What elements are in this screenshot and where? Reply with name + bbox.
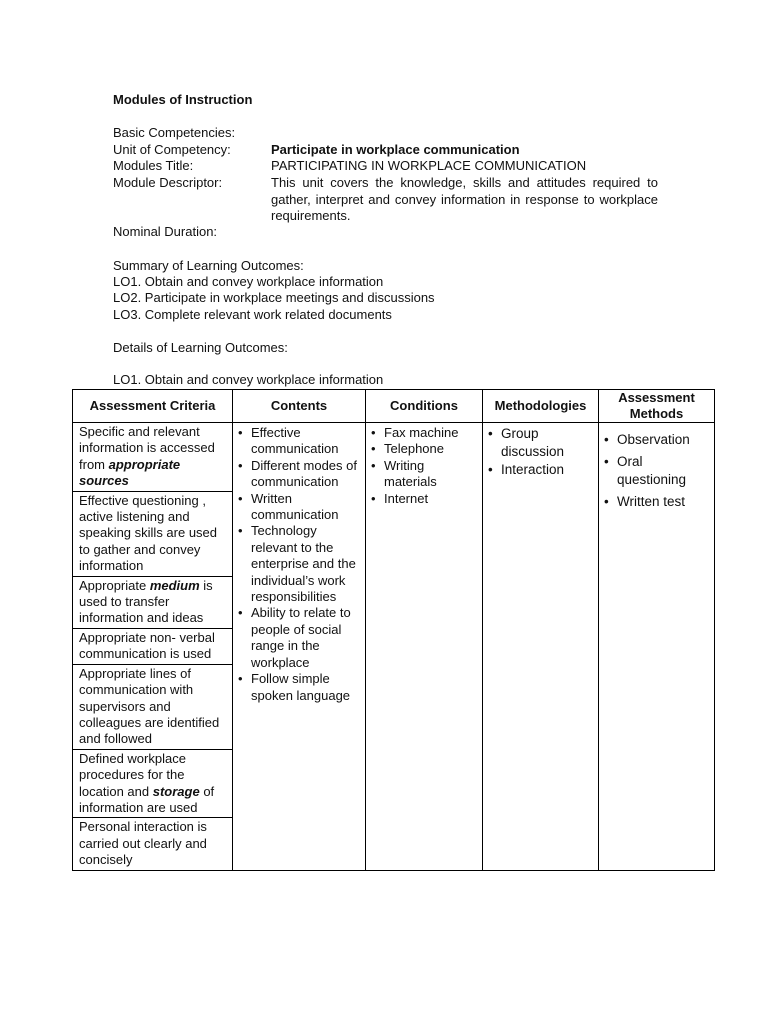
list-item: • Internet	[368, 491, 478, 507]
list-item: • Oral questioning	[601, 453, 710, 489]
criteria-item: Appropriate non- verbal communication is used	[73, 628, 232, 664]
descriptor-label: Module Descriptor:	[113, 175, 223, 190]
header-methodologies: Methodologies	[483, 390, 599, 423]
assessment-methods-list	[599, 423, 714, 511]
list-item: • Follow simple spoken language	[235, 671, 361, 704]
module-title-value: PARTICIPATING IN WORKPLACE COMMUNICATION	[271, 158, 587, 173]
unit-label: Unit of Competency:	[113, 142, 231, 157]
criteria-cell	[73, 423, 233, 871]
assessment-methods-cell	[599, 423, 715, 871]
summary-item-lo2: LO2. Participate in workplace meetings and discussions	[113, 290, 435, 305]
header-assessment-criteria: Assessment Criteria	[73, 390, 233, 423]
list-item: • Writing materials	[368, 458, 478, 491]
criteria-item: Effective questioning , active listening and speaking skills are used to gather and convey information	[73, 491, 232, 576]
basic-competencies-label: Basic Competencies:	[113, 125, 236, 140]
criteria-item: Appropriate medium is used to transfer information and ideas	[73, 576, 232, 628]
list-item: • Group discussion	[485, 425, 594, 461]
details-heading: Details of Learning Outcomes:	[113, 340, 288, 355]
conditions-cell	[366, 423, 483, 871]
list-item: • Written test	[601, 493, 710, 511]
list-item: • Written communication	[235, 491, 361, 524]
lo1-title: LO1. Obtain and convey workplace information	[113, 372, 384, 387]
criteria-item: Specific and relevant information is accessed from appropriate sources	[79, 424, 215, 489]
learning-outcome-table	[72, 389, 715, 871]
summary-item-lo3: LO3. Complete relevant work related documents	[113, 307, 392, 322]
header-contents: Contents	[233, 390, 366, 423]
summary-item-lo1: LO1. Obtain and convey workplace information	[113, 274, 384, 289]
list-item: • Effective communication	[235, 425, 361, 458]
criteria-item: Personal interaction is carried out clearly and concisely	[73, 817, 232, 869]
list-item: • Technology relevant to the enterprise and the individual’s work responsibilities	[235, 523, 361, 605]
list-item: • Telephone	[368, 441, 478, 457]
criteria-item: Defined workplace procedures for the location and storage of information are used	[73, 749, 232, 818]
conditions-list	[366, 423, 482, 507]
list-item: • Ability to relate to people of social range in the workplace	[235, 605, 361, 671]
list-item: • Different modes of communication	[235, 458, 361, 491]
unit-of-competency-row	[113, 142, 658, 159]
list-item: • Interaction	[485, 461, 594, 479]
module-title-label: Modules Title:	[113, 158, 194, 173]
descriptor-value: This unit covers the knowledge, skills and attitudes required to gather, interpret and convey information in response to workplace requirements.	[271, 175, 658, 223]
list-item: • Observation	[601, 431, 710, 449]
methodologies-cell	[483, 423, 599, 871]
module-descriptor-row	[113, 175, 658, 225]
summary-heading: Summary of Learning Outcomes:	[113, 258, 304, 273]
list-item: • Fax machine	[368, 425, 478, 441]
header-conditions: Conditions	[366, 390, 483, 423]
nominal-duration-label: Nominal Duration:	[113, 224, 218, 239]
contents-cell	[233, 423, 366, 871]
module-title-row	[113, 158, 658, 175]
contents-list	[233, 423, 365, 704]
page-title: Modules of Instruction	[113, 92, 253, 107]
unit-value: Participate in workplace communication	[271, 142, 520, 157]
methodologies-list	[483, 423, 598, 479]
header-assessment-methods: Assessment Methods	[599, 390, 715, 423]
criteria-item: Appropriate lines of communication with supervisors and colleagues are identified and followed	[73, 664, 232, 749]
